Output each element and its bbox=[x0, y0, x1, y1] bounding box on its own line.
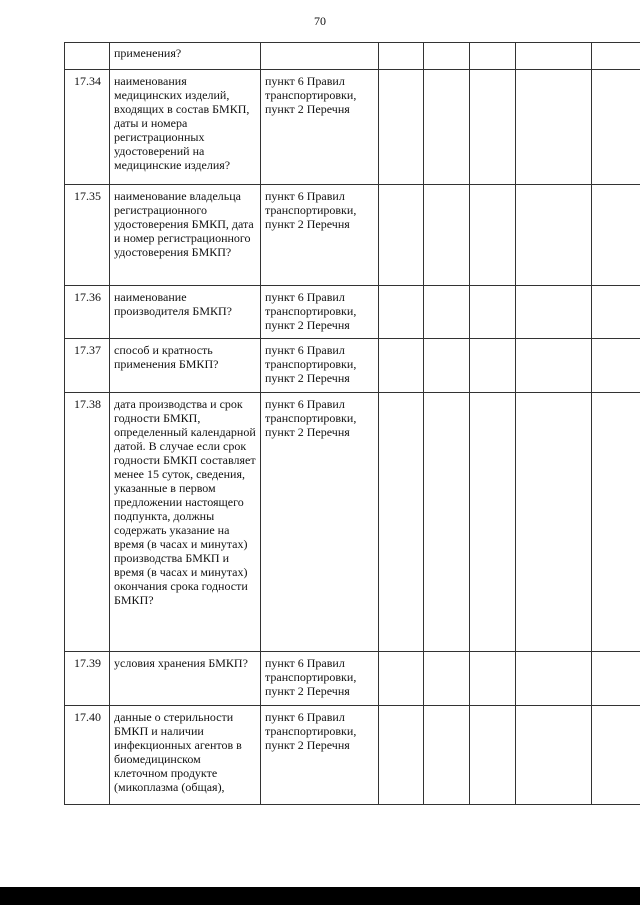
answer-cell bbox=[424, 652, 470, 706]
answer-cell bbox=[379, 706, 424, 805]
answer-cell bbox=[470, 185, 516, 286]
answer-cell bbox=[592, 393, 640, 652]
row-question: наименование производителя БМКП? bbox=[110, 286, 261, 339]
answer-cell bbox=[516, 393, 592, 652]
row-question: наименования медицинских изделий, входящих в состав БМКП, даты и номера регистрационных удостоверений на медицинские изделия? bbox=[110, 70, 261, 185]
row-reference: пункт 6 Правил транспортировки, пункт 2 Перечня bbox=[261, 393, 379, 652]
row-reference: пункт 6 Правил транспортировки, пункт 2 Перечня bbox=[261, 286, 379, 339]
answer-cell bbox=[379, 185, 424, 286]
answer-cell bbox=[470, 339, 516, 393]
row-number: 17.40 bbox=[65, 706, 110, 805]
row-number: 17.38 bbox=[65, 393, 110, 652]
row-reference: пункт 6 Правил транспортировки, пункт 2 Перечня bbox=[261, 185, 379, 286]
answer-cell bbox=[516, 43, 592, 70]
table-row bbox=[65, 706, 640, 805]
answer-cell bbox=[592, 185, 640, 286]
answer-cell bbox=[424, 286, 470, 339]
answer-cell bbox=[379, 652, 424, 706]
table-row bbox=[65, 339, 640, 393]
answer-cell bbox=[470, 652, 516, 706]
answer-cell bbox=[379, 339, 424, 393]
answer-cell bbox=[470, 70, 516, 185]
answer-cell bbox=[592, 70, 640, 185]
answer-cell bbox=[470, 286, 516, 339]
answer-cell bbox=[424, 339, 470, 393]
table-row bbox=[65, 393, 640, 652]
answer-cell bbox=[424, 393, 470, 652]
answer-cell bbox=[516, 70, 592, 185]
row-question: применения? bbox=[110, 43, 261, 70]
row-number: 17.35 bbox=[65, 185, 110, 286]
answer-cell bbox=[592, 43, 640, 70]
answer-cell bbox=[379, 286, 424, 339]
answer-cell bbox=[424, 185, 470, 286]
row-reference bbox=[261, 43, 379, 70]
row-number: 17.37 bbox=[65, 339, 110, 393]
answer-cell bbox=[592, 286, 640, 339]
answer-cell bbox=[470, 43, 516, 70]
answer-cell bbox=[592, 652, 640, 706]
row-reference: пункт 6 Правил транспортировки, пункт 2 Перечня bbox=[261, 706, 379, 805]
row-reference: пункт 6 Правил транспортировки, пункт 2 Перечня bbox=[261, 70, 379, 185]
answer-cell bbox=[592, 339, 640, 393]
answer-cell bbox=[470, 393, 516, 652]
row-number: 17.36 bbox=[65, 286, 110, 339]
row-question: условия хранения БМКП? bbox=[110, 652, 261, 706]
table-row bbox=[65, 185, 640, 286]
answer-cell bbox=[516, 339, 592, 393]
table-row bbox=[65, 43, 640, 70]
answer-cell bbox=[424, 70, 470, 185]
answer-cell bbox=[592, 706, 640, 805]
answer-cell bbox=[379, 70, 424, 185]
table-row bbox=[65, 652, 640, 706]
row-question: способ и кратность применения БМКП? bbox=[110, 339, 261, 393]
answer-cell bbox=[470, 706, 516, 805]
answer-cell bbox=[516, 286, 592, 339]
scan-edge-bar bbox=[0, 887, 640, 905]
answer-cell bbox=[379, 43, 424, 70]
row-number: 17.39 bbox=[65, 652, 110, 706]
answer-cell bbox=[516, 185, 592, 286]
answer-cell bbox=[516, 652, 592, 706]
row-number: 17.34 bbox=[65, 70, 110, 185]
row-question: наименование владельца регистрационного удостоверения БМКП, дата и номер регистрационного удостоверения БМКП? bbox=[110, 185, 261, 286]
row-number bbox=[65, 43, 110, 70]
table-row bbox=[65, 286, 640, 339]
row-reference: пункт 6 Правил транспортировки, пункт 2 Перечня bbox=[261, 339, 379, 393]
answer-cell bbox=[516, 706, 592, 805]
answer-cell bbox=[424, 43, 470, 70]
row-question: данные о стерильности БМКП и наличии инфекционных агентов в биомедицинском клеточном продукте (микоплазма (общая), bbox=[110, 706, 261, 805]
answer-cell bbox=[379, 393, 424, 652]
checklist-table bbox=[64, 42, 640, 805]
row-reference: пункт 6 Правил транспортировки, пункт 2 Перечня bbox=[261, 652, 379, 706]
table-row bbox=[65, 70, 640, 185]
row-question: дата производства и срок годности БМКП, определенный календарной датой. В случае если срок годности БМКП составляет менее 15 суток, сведения, указанные в первом предложении настоящего подпункта, должны содержать указание на время (в часах и минутах) производства БМКП и время (в часах и минутах) окончания срока годности БМКП? bbox=[110, 393, 261, 652]
page-number: 70 bbox=[314, 14, 326, 28]
answer-cell bbox=[424, 706, 470, 805]
